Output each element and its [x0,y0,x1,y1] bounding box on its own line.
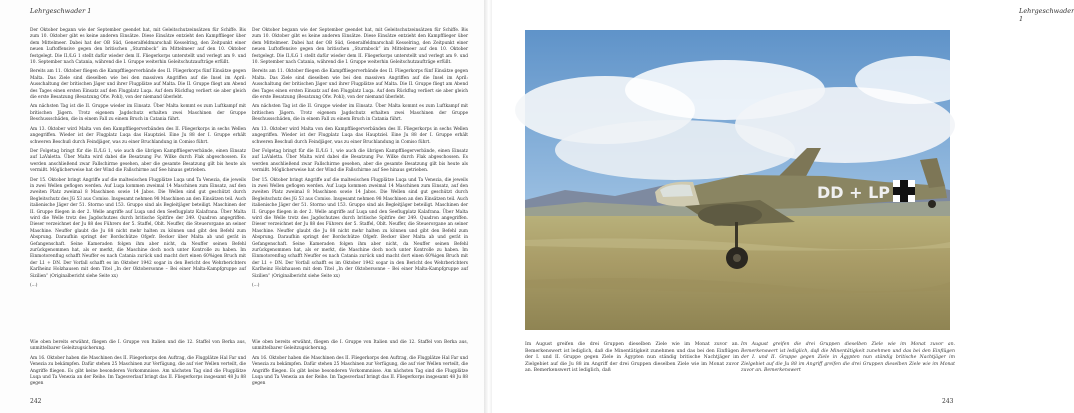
wheel-hub [733,254,741,262]
text-column-1 [30,28,246,398]
aircraft-photo [525,30,950,330]
aircraft-engine [698,204,762,226]
page-number-right: 243 [942,398,954,405]
text-column-2 [252,28,468,398]
paragraph: Am 16. Oktober haben die Maschinen des II. Fliegerkorps den Auftrag, die Flugplätze Hal Far und Venezia zu bekämpfen. Dafür stehen 25 Maschinen zur Verfügung, die auf vier Wellen verteilt, die Angriffe fliegen. Es gibt keine besonderen Vorkommnisse. Am nächsten Tag sind die Flugplätze Luqa und Ta Venezia an der Reihe. Im Tagesverlauf bringt das II. Fliegerkorps insgesamt 48 Ju 88 gegen [252,355,468,387]
cloud-shape [855,56,975,104]
page-number-left: 242 [30,398,42,405]
aircraft-code: DD + LP [817,183,891,202]
balkenkreuz-icon [893,180,915,202]
paragraph: Wie oben bereits erwähnt, fliegen die I. Gruppe von Italien und die 12. Staffel von Berka aus, unmittelbarer Geleitzugsicherung. [30,340,246,352]
paragraph: Am 13. Oktober wird Malta von den Kampffliegerverbänden des II. Fliegerkorps in sechs Wellen angegriffen. Wieder ist der Flugplatz Luqa das Hauptziel. Eine Ju 88 der I. Gruppe erhält schweren Beschuß durch Feindjäger, was zu einer Bruchlandung in Comiso führt. [30,126,246,145]
book-gutter [484,0,492,413]
tail-wheel [928,200,936,208]
paragraph: Der Oktober begann wie der September geendet hat, mit Geleitschutzeinsätzen für Schiffe. Bis zum 10. Oktober gibt es keine anderen Einsätze. Diese Einsätze entzieht den Kampfflieger über dem Mittelmeer. Dabei hat der OB Süd, Generalfeldmarschall Kesselring, den Zeitpunkt einer neuen Luftoffensive gegen den britischen „Sturmbock“ im Mittelmeer auf den 10. Oktober festgelegt. Die II./LG 1 stellt dafür wieder dem II. Fliegerkorps unterstellt und verlegt am 9. und 10. September nach Catania, während die I. Gruppe weiterhin Geleitschutzaufträge erfüllt. [30,28,246,66]
running-header-left: Lehrgeschwader 1 [30,7,92,15]
paragraph: (...) [252,283,260,289]
photo-caption: Im August greifen die drei Gruppen dieselben Ziele wie im Monat zuvor an. Bemerkenswert ist lediglich, daß die Minentätigkeit zunehmen und das bei den Einflügen der I. und II. Gruppe gegen Ziele in Ägypten nun ständig britische Nachtjäger im Zielgebiet auf die Ju 88 im Angriff der drei Gruppen dieselben Ziele wie im Monat zuvor an. Bemerkenswert ist lediglich, daß [525,342,739,374]
paragraph: Am 13. Oktober wird Malta von den Kampffliegerverbänden des II. Fliegerkorps in sechs Wellen angegriffen. Wieder ist der Flugplatz Luqa das Hauptziel. Eine Ju 88 der I. Gruppe erhält schweren Beschuß durch Feindjäger, was zu einer Bruchlandung in Comiso führt. [252,126,468,145]
column-2-lower [252,340,468,391]
landing-gear [735,222,738,250]
paragraph: Der Folgetag bringt für die II./LG 1, wie auch die übrigen Kampffliegerverbände, einen Einsatz auf LaValetta. Über Malta wird dabei die Besatzung Fw. Wilke durch Flak abgeschossen. Es werden anschließend zwar Fallschirme gesehen, aber die gesamte Besatzung gilt bis heute als vermißt. Möglicherweise hat der Wind die Fallschirme auf See hinaus getrieben. [30,148,246,174]
column-1-body [30,28,246,289]
paragraph: Am nächsten Tag ist die II. Gruppe wieder im Einsatz. Über Malta kommt es zum Luftkampf mit britischen Jägern. Trotz eigenem Jagdschutz erhalten zwei Maschinen der Gruppe Beschussschäden, die in einem Fall zu einem Bruch in Catania führt. [30,104,246,123]
paragraph: Der Oktober begann wie der September geendet hat, mit Geleitschutzeinsätzen für Schiffe. Bis zum 10. Oktober gibt es keine anderen Einsätze. Diese Einsätze entzieht den Kampfflieger über dem Mittelmeer. Dabei hat der OB Süd, Generalfeldmarschall Kesselring, den Zeitpunkt einer neuen Luftoffensive gegen den britischen „Sturmbock“ im Mittelmeer auf den 10. Oktober festgelegt. Die II./LG 1 stellt dafür wieder dem II. Fliegerkorps unterstellt und verlegt am 9. und 10. September nach Catania, während die I. Gruppe weiterhin Geleitschutzaufträge erfüllt. [252,28,468,66]
left-page [0,0,484,413]
column-1-lower [30,340,246,391]
paragraph: Am nächsten Tag ist die II. Gruppe wieder im Einsatz. Über Malta kommt es zum Luftkampf mit britischen Jägern. Trotz eigenem Jagdschutz erhalten zwei Maschinen der Gruppe Beschussschäden, die in einem Fall zu einem Bruch in Catania führt. [252,104,468,123]
paragraph: Bereits am 11. Oktober fliegen die Kampffliegerverbände des II. Fliegerkorps fünf Einsätze gegen Malta. Das Ziele sind dieselben wie bei den massiven Angriffen auf die Insel im April: Ausschaltung der britischen Jäger und ihrer Flugplätze auf Malta. Die II. Gruppe fliegt am Abend des Tages einen ersten Einsatz auf den Flugplatz Luqa. Auf dem Rückflug verliert sie aber gleich die erste Besatzung (Besatzung Ofw. Pohl), von der niemand überlebt. [252,69,468,101]
paragraph: (...) [30,283,38,289]
paragraph: Bereits am 11. Oktober fliegen die Kampffliegerverbände des II. Fliegerkorps fünf Einsätze gegen Malta. Das Ziele sind dieselben wie bei den massiven Angriffen auf die Insel im April: Ausschaltung der britischen Jäger und ihrer Flugplätze auf Malta. Die II. Gruppe fliegt am Abend des Tages einen ersten Einsatz auf den Flugplatz Luqa. Auf dem Rückflug verliert sie aber gleich die erste Besatzung (Besatzung Ofw. Pohl), von der niemand überlebt. [30,69,246,101]
cloud-shape [555,120,795,180]
running-header-right: Lehrgeschwader 1 [1019,7,1074,23]
paragraph: Der 15. Oktober bringt Angriffe auf die maltesischen Flugplätze Luqa und Ta Venezia, die jeweils in zwei Wellen geflogen werden. Auf Luqa kommen zweimal 14 Maschinen zum Einsatz, auf den zweiten Platz zweimal 8 Maschinen sowie 14 Jabos. Die Wellen sind gut geschützt durch Begleitschutz des JG 53 aus Comiso. Insgesamt nehmen 98 Maschinen an den Einsätzen teil. Auch italienische Jäger der 51. Stormo und 153. Gruppo sind als Begleitjäger beteiligt. Maschinen der II. Gruppe fliegen in der 2. Welle angriffe auf Luqa und den Seeflugplatz Kalafrana. Über Malta wird die Welle trotz des Jagdschutzes durch britische Spitfire der 249. Quadron angegriffen. Dieser verzeichnet der Ju 88 des Führers der 5. Staffel, Oblt. Neuffer, die Steuerorgane an seiner Maschine. Neuffer glaubt die Ju 88 nicht mehr halten zu können und gibt den Befehl zum Absprung. Daraufhin springt der Bordschütze Ofgefr. Becker über Malta ab und gerät in Gefangenschaft. Seine Kameraden folgen ihm aber nicht, da Neuffer seinen Befehl zurückgenommen hat, als er merkt, die Maschine doch noch unter Kontrolle zu haben. Im Einmotorenflug schafft Neuffer es nach Catania zurück und macht dort einen 60%igen Bruch mit der L1 + DN. Der Vorfall schafft es im Oktober 1942 sogar in den Bericht des Wehrberichters Karlheinz Holzhausen mit dem Titel „In der Oktobersonne – Bei einer Malta-Kampfgruppe auf Sizilien“ (Originalbericht siehe Seite xx) [30,177,246,279]
paragraph: Am 16. Oktober haben die Maschinen des II. Fliegerkorps den Auftrag, die Flugplätze Hal Far und Venezia zu bekämpfen. Dafür stehen 25 Maschinen zur Verfügung, die auf vier Wellen verteilt, die Angriffe fliegen. Es gibt keine besonderen Vorkommnisse. Am nächsten Tag sind die Flugplätze Luqa und Ta Venezia an der Reihe. Im Tagesverlauf bringt das II. Fliegerkorps insgesamt 48 Ju 88 gegen [30,355,246,387]
column-2-body [252,28,468,289]
photo-caption-italic: Im August greifen die drei Gruppen dieselben Ziele wie im Monat zuvor an. Bemerkenswert ist lediglich, daß die Minentätigkeit zunehmen und das bei den Einflügen der I. und II. Gruppe gegen Ziele in Ägypten nun ständig britische Nachtjäger im Zielgebiet auf die Ju 88 im Angriff greifen die drei Gruppen dieselben Ziele wie im Monat zuvor an. Bemerkenswert [741,342,955,374]
paragraph: Wie oben bereits erwähnt, fliegen die I. Gruppe von Italien und die 12. Staffel von Berka aus, unmittelbarer Geleitzugsicherung. [252,340,468,352]
paragraph: Der Folgetag bringt für die II./LG 1, wie auch die übrigen Kampffliegerverbände, einen Einsatz auf LaValetta. Über Malta wird dabei die Besatzung Fw. Wilke durch Flak abgeschossen. Es werden anschließend zwar Fallschirme gesehen, aber die gesamte Besatzung gilt bis heute als vermißt. Möglicherweise hat der Wind die Fallschirme auf See hinaus getrieben. [252,148,468,174]
paragraph: Der 15. Oktober bringt Angriffe auf die maltesischen Flugplätze Luqa und Ta Venezia, die jeweils in zwei Wellen geflogen werden. Auf Luqa kommen zweimal 14 Maschinen zum Einsatz, auf den zweiten Platz zweimal 8 Maschinen sowie 14 Jabos. Die Wellen sind gut geschützt durch Begleitschutz des JG 53 aus Comiso. Insgesamt nehmen 98 Maschinen an den Einsätzen teil. Auch italienische Jäger der 51. Stormo und 153. Gruppo sind als Begleitjäger beteiligt. Maschinen der II. Gruppe fliegen in der 2. Welle angriffe auf Luqa und den Seeflugplatz Kalafrana. Über Malta wird die Welle trotz des Jagdschutzes durch britische Spitfire der 249. Quadron angegriffen. Dieser verzeichnet der Ju 88 des Führers der 5. Staffel, Oblt. Neuffer, die Steuerorgane an seiner Maschine. Neuffer glaubt die Ju 88 nicht mehr halten zu können und gibt den Befehl zum Absprung. Daraufhin springt der Bordschütze Ofgefr. Becker über Malta ab und gerät in Gefangenschaft. Seine Kameraden folgen ihm aber nicht, da Neuffer seinen Befehl zurückgenommen hat, als er merkt, die Maschine doch noch unter Kontrolle zu haben. Im Einmotorenflug schafft Neuffer es nach Catania zurück und macht dort einen 60%igen Bruch mit der L1 + DN. Der Vorfall schafft es im Oktober 1942 sogar in den Bericht des Wehrberichters Karlheinz Holzhausen mit dem Titel „In der Oktobersonne – Bei einer Malta-Kampfgruppe auf Sizilien“ (Originalbericht siehe Seite xx) [252,177,468,279]
